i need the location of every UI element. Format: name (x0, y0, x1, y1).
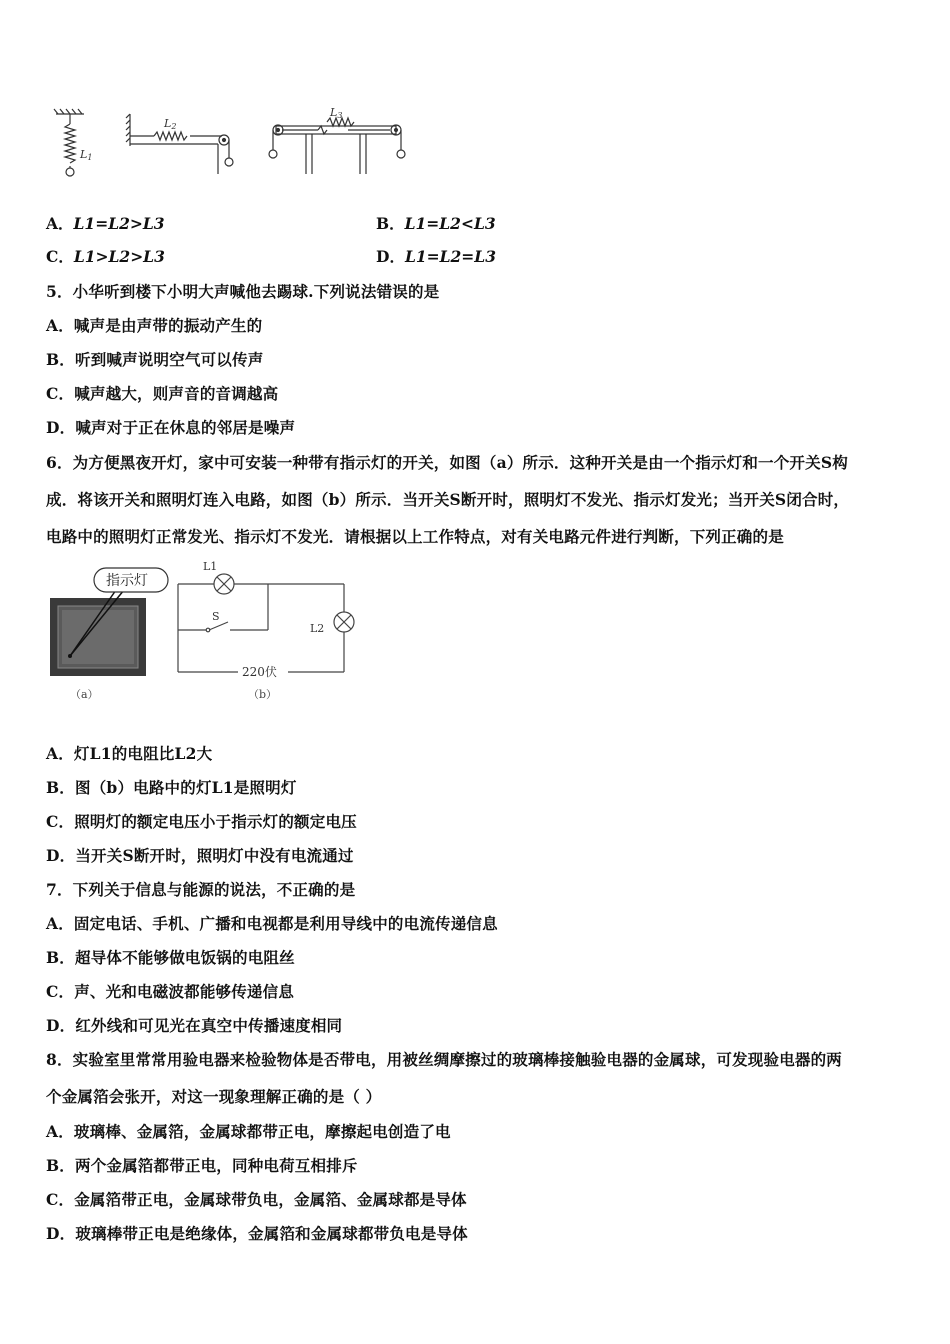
q7-option-d: D．红外线和可见光在真空中传播速度相同 (46, 1016, 343, 1035)
label-L1: L1 (80, 148, 93, 162)
lamp1-label: L1 (203, 560, 218, 573)
label-L2: L2 (164, 117, 177, 131)
caption-a: （a） (70, 688, 99, 701)
spring-figure (50, 100, 420, 190)
q8-stem-line2: 个金属箔会张开，对这一现象理解正确的是（ ） (46, 1087, 382, 1106)
circuit-diagram (178, 574, 354, 672)
switch-circuit-figure (48, 560, 368, 710)
q7-option-c: C．声、光和电磁波都能够传递信息 (46, 982, 295, 1001)
q6-stem-line2: 成．将该开关和照明灯连入电路，如图（b）所示．当开关S断开时，照明灯不发光、指示灯发光；当开关S闭合时， (46, 490, 850, 509)
spring-setup-1 (54, 109, 84, 176)
q5-option-a: A．喊声是由声带的振动产生的 (46, 316, 263, 335)
q6-option-d: D．当开关S断开时，照明灯中没有电流通过 (46, 846, 354, 865)
q8-option-b: B．两个金属箔都带正电，同种电荷互相排斥 (46, 1156, 358, 1175)
q5-stem: 5．小华听到楼下小明大声喊他去踢球.下列说法错误的是 (46, 282, 440, 301)
lamp2-label: L2 (310, 622, 325, 635)
q4-option-d: D．L1=L2=L3 (376, 247, 496, 266)
callout-text: 指示灯 (106, 573, 148, 589)
caption-b: （b） (248, 688, 278, 701)
spring-setup-3 (269, 118, 405, 174)
q5-option-b: B．听到喊声说明空气可以传声 (46, 350, 264, 369)
q7-stem: 7．下列关于信息与能源的说法，不正确的是 (46, 880, 356, 899)
switch-label: S (212, 610, 220, 623)
q7-option-b: B．超导体不能够做电饭锅的电阻丝 (46, 948, 295, 967)
q6-option-b: B．图（b）电路中的灯L1是照明灯 (46, 778, 297, 797)
q7-option-a: A．固定电话、手机、广播和电视都是利用导线中的电流传递信息 (46, 914, 498, 933)
q4-option-b: B．L1=L2<L3 (376, 214, 496, 233)
label-L3: L3 (330, 106, 343, 120)
q5-option-d: D．喊声对于正在休息的邻居是噪声 (46, 418, 296, 437)
voltage-label: 220伏 (242, 665, 277, 679)
q8-option-a: A．玻璃棒、金属箔，金属球都带正电，摩擦起电创造了电 (46, 1122, 451, 1141)
q8-option-d: D．玻璃棒带正电是绝缘体，金属箔和金属球都带负电是导体 (46, 1224, 468, 1243)
spring-setup-2 (126, 114, 233, 174)
q6-stem-line3: 电路中的照明灯正常发光、指示灯不发光．请根据以上工作特点，对有关电路元件进行判断，下列正确的是 (46, 527, 784, 546)
q6-stem-line1: 6．为方便黑夜开灯，家中可安装一种带有指示灯的开关，如图（a）所示．这种开关是由一个指示灯和一个开关S构 (46, 453, 848, 472)
q5-option-c: C．喊声越大，则声音的音调越高 (46, 384, 279, 403)
q4-option-c: C．L1>L2>L3 (46, 247, 165, 266)
q6-option-c: C．照明灯的额定电压小于指示灯的额定电压 (46, 812, 357, 831)
q6-option-a: A．灯L1的电阻比L2大 (46, 744, 213, 763)
q8-stem-line1: 8．实验室里常常用验电器来检验物体是否带电，用被丝绸摩擦过的玻璃棒接触验电器的金属球，可发现验电器的两 (46, 1050, 842, 1069)
q4-option-a: A．L1=L2>L3 (46, 214, 165, 233)
q8-option-c: C．金属箔带正电，金属球带负电，金属箔、金属球都是导体 (46, 1190, 467, 1209)
